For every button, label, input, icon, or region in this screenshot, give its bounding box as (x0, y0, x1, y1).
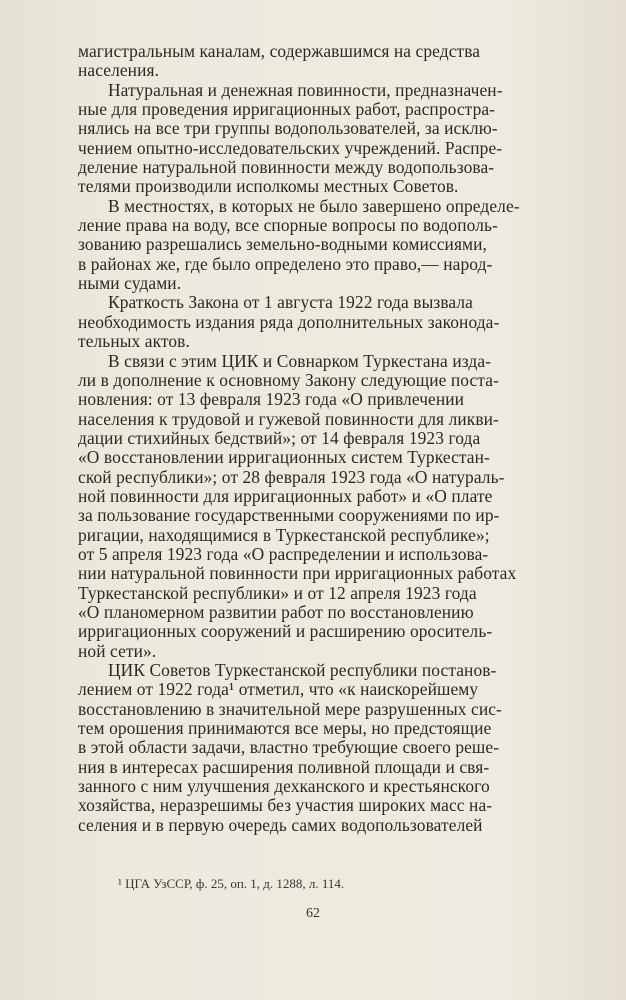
text-line: в этой области задачи, властно требующие своего реше- (78, 737, 500, 758)
paragraph-1 (78, 42, 602, 81)
text-line: новления: от 13 февраля 1923 года «О привлечении (78, 389, 465, 410)
text-line: Натуральная и денежная повинности, предназначен- (108, 79, 503, 100)
text-line: ной повинности для ирригационных работ» и «О плате (78, 485, 493, 506)
text-line: «О планомерном развитии работ по восстановлению (78, 601, 474, 622)
text-line: от 5 апреля 1923 года «О распределении и использова- (78, 543, 489, 564)
text-line: чением опытно-исследовательских учреждений. Распре- (78, 137, 503, 158)
text-line: ли в дополнение к основному Закону следующие поста- (78, 369, 499, 390)
text-line: населения. (78, 60, 160, 81)
text-line: дации стихийных бедствий»; от 14 февраля 1923 года (78, 427, 481, 448)
paragraph-3 (78, 197, 602, 294)
text-line: селения и в первую очередь самих водопользователей (78, 814, 483, 835)
text-line: лением от 1922 года¹ отметил, что «к наискорейшему (78, 679, 479, 700)
text-line: тем орошения принимаются все меры, но предстоящие (78, 718, 492, 739)
paragraph-6 (78, 661, 602, 835)
text-line: В связи с этим ЦИК и Совнарком Туркестана изда- (108, 350, 492, 371)
text-line: «О восстановлении ирригационных систем Туркестан- (78, 447, 490, 468)
text-line: нии натуральной повинности при ирригационных работах (78, 563, 517, 584)
text-line: занного с ним улучшения дехканского и крестьянского (78, 776, 490, 797)
text-line: Краткость Закона от 1 августа 1922 года вызвала (108, 292, 473, 313)
text-line: в районах же, где было определено это право,— народ- (78, 253, 493, 274)
text-line: тельных актов. (78, 331, 190, 352)
text-line: населения к трудовой и гужевой повинности для ликви- (78, 408, 499, 429)
text-line: зованию разрешались земельно-водными комиссиями, (78, 234, 488, 255)
text-line: ление права на воду, все спорные вопросы по водополь- (78, 215, 498, 236)
text-line: В местностях, в которых не было завершено определе- (108, 195, 520, 216)
text-line: ные для проведения ирригационных работ, распростра- (78, 99, 496, 120)
text-line: ЦИК Советов Туркестанской республики постанов- (108, 660, 497, 680)
text-line: ирригационных сооружений и расширению ороситель- (78, 621, 493, 642)
paragraph-5 (78, 352, 602, 662)
text-line: восстановлению в значительной мере разрушенных сис- (78, 698, 502, 719)
text-line: нялись на все три группы водопользователей, за исклю- (78, 118, 498, 139)
text-line: ными судами. (78, 273, 182, 294)
text-line: необходимость издания ряда дополнительных законода- (78, 311, 500, 332)
text-line: ния в интересах расширения поливной площади и свя- (78, 756, 490, 777)
text-line: деление натуральной повинности между водопользова- (78, 157, 495, 178)
text-line: телями производили исполкомы местных Советов. (78, 176, 459, 197)
footnote: ¹ ЦГА УзССР, ф. 25, оп. 1, д. 1288, л. 114. (118, 876, 345, 891)
text-line: ной сети». (78, 640, 157, 661)
page-number: 62 (306, 906, 320, 921)
text-line: за пользование государственными сооружениями по ир- (78, 505, 500, 526)
paragraph-2 (78, 81, 602, 197)
text-line: магистральным каналам, содержавшимся на средства (78, 41, 481, 61)
text-line: ригации, находящимися в Туркестанской республике»; (78, 524, 490, 545)
text-line: Туркестанской республики» и от 12 апреля 1923 года (78, 582, 477, 603)
text-line: ской республики»; от 28 февраля 1923 года «О натураль- (78, 466, 505, 487)
body-text (78, 42, 602, 835)
text-line: хозяйства, неразрешимы без участия широких масс на- (78, 795, 493, 816)
paragraph-4 (78, 293, 602, 351)
